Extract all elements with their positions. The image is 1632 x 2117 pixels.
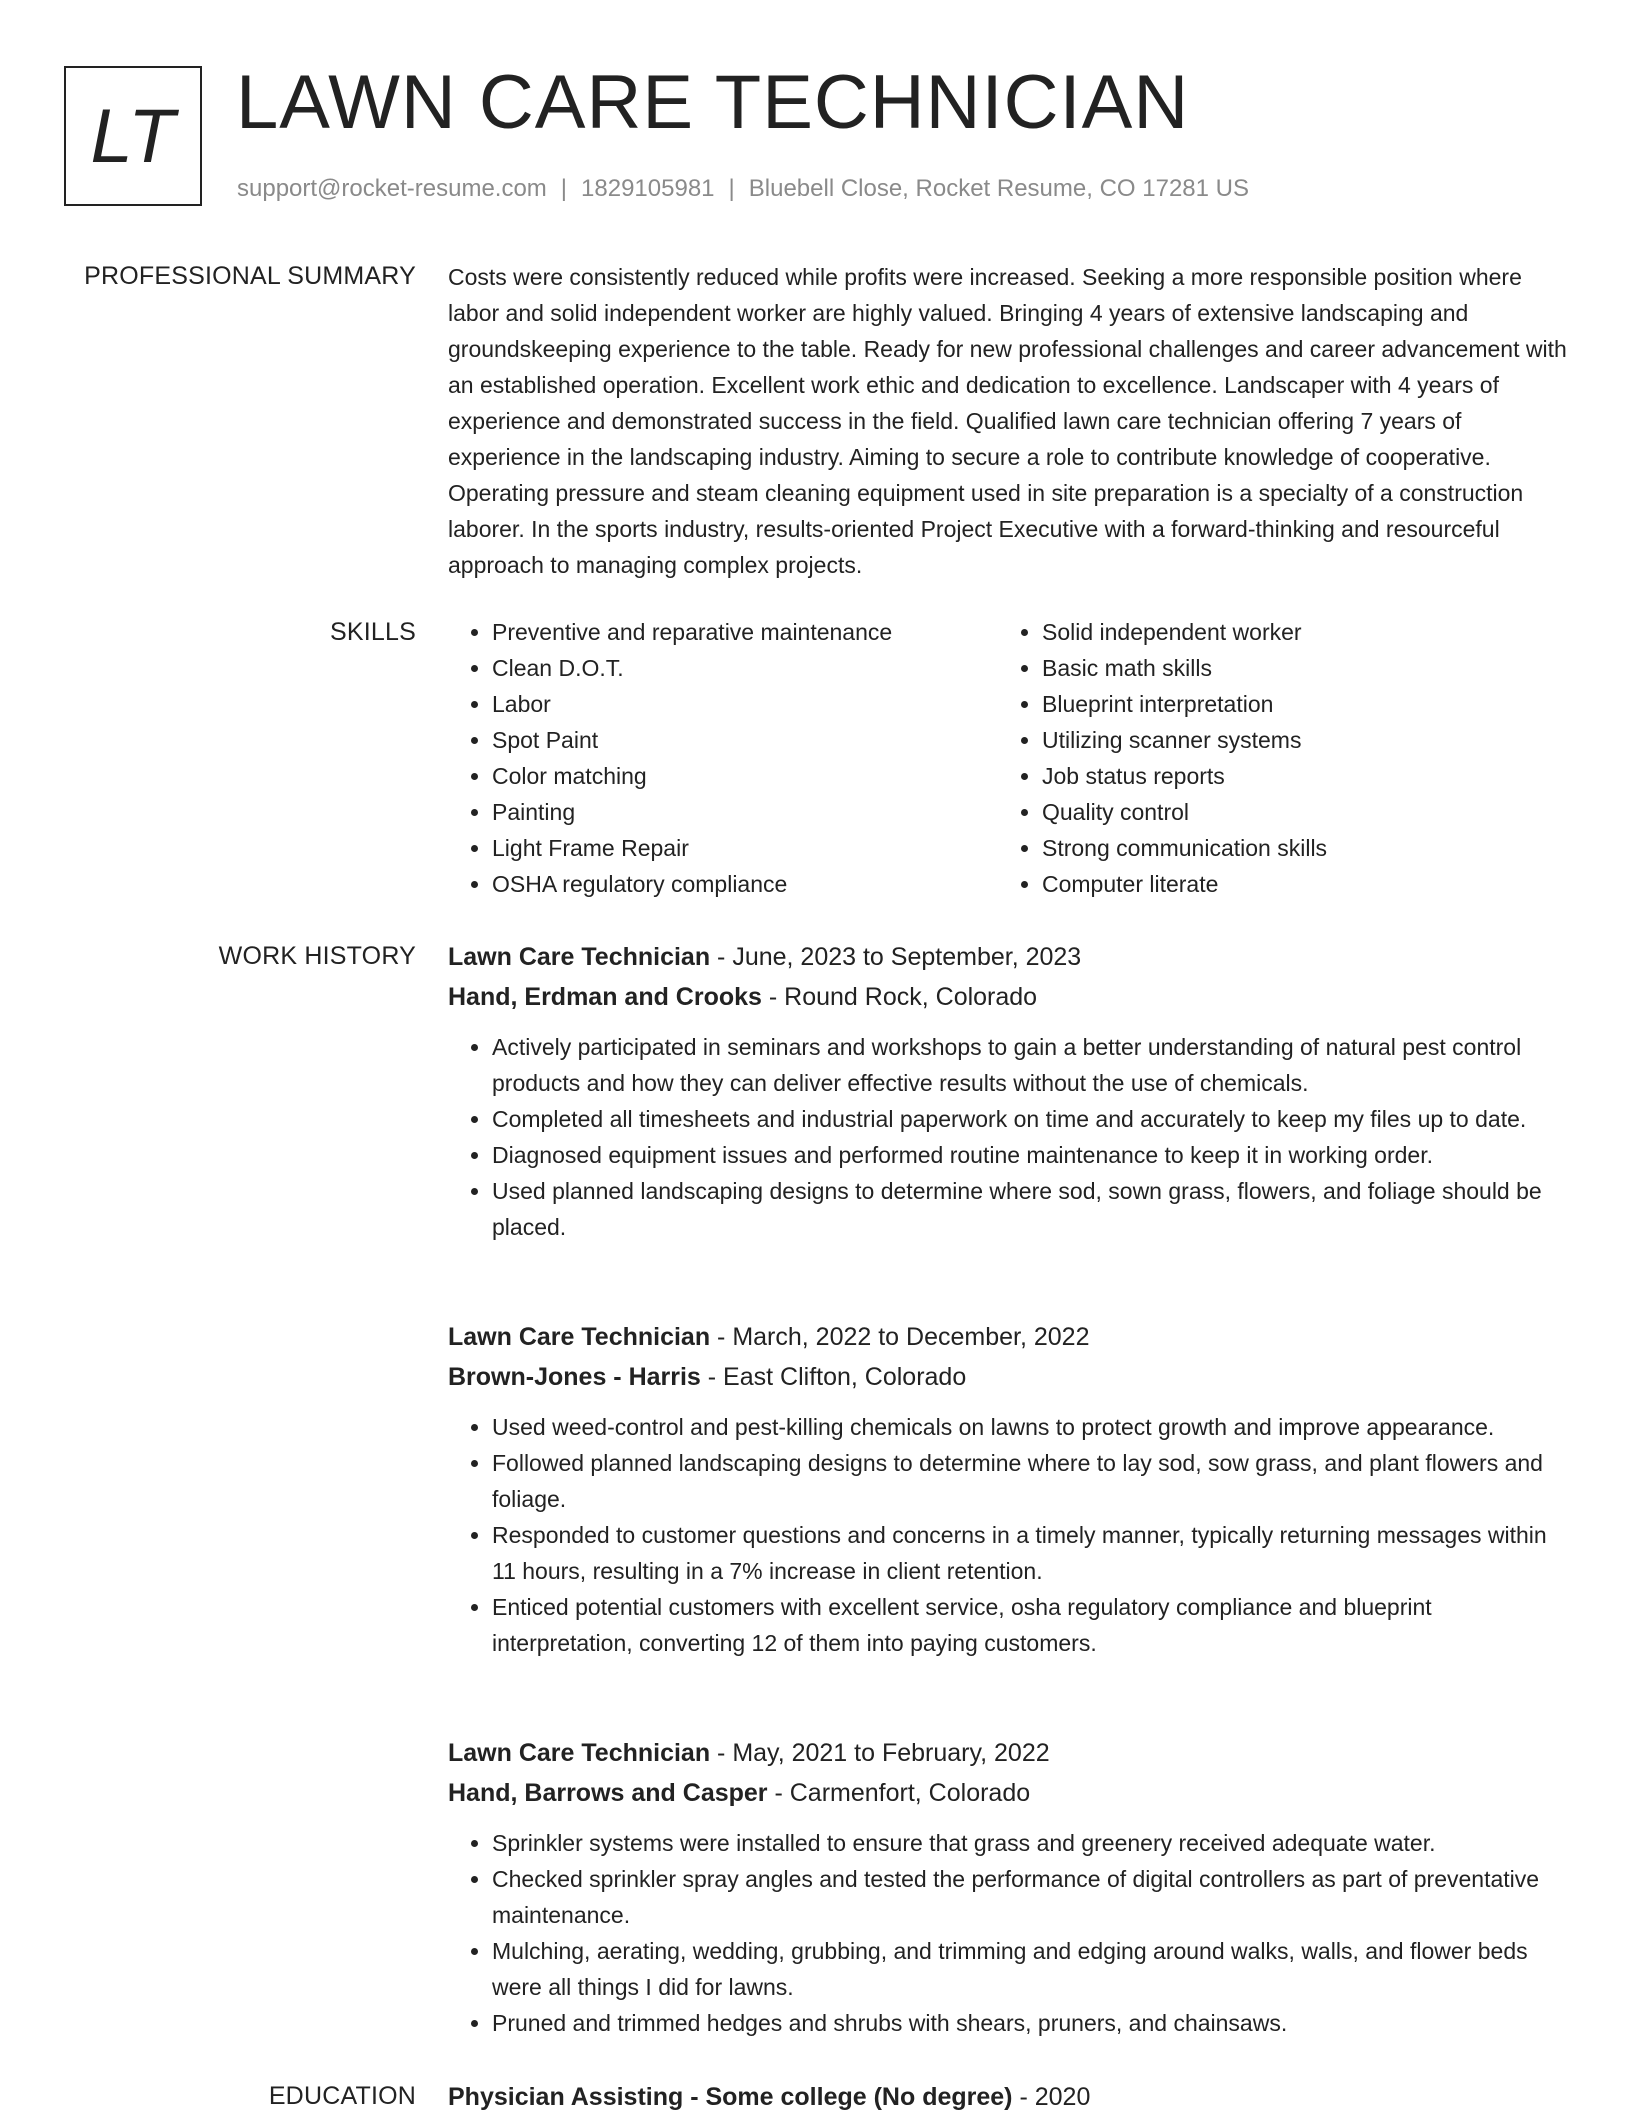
education-year: - 2020 bbox=[1012, 2083, 1091, 2111]
job-dates: - May, 2021 to February, 2022 bbox=[710, 1739, 1050, 1767]
section-label-skills: SKILLS bbox=[330, 618, 416, 646]
job-bullet: • Sprinkler systems were installed to ensure that grass and greenery received adequate water. bbox=[492, 1825, 1568, 1861]
job-company: Brown-Jones - Harris bbox=[448, 1363, 701, 1391]
job-bullet: • Enticed potential customers with excellent service, osha regulatory compliance and blueprint interpretation, converting 12 of them into paying customers. bbox=[492, 1589, 1568, 1661]
job-bullet: • Diagnosed equipment issues and performed routine maintenance to keep it in working order. bbox=[492, 1137, 1568, 1173]
job-company: Hand, Erdman and Crooks bbox=[448, 983, 762, 1011]
education-entry bbox=[448, 2077, 1568, 2117]
job-bullet: • Followed planned landscaping designs to determine where to lay sod, sow grass, and plant flowers and foliage. bbox=[492, 1445, 1568, 1517]
job-entry bbox=[448, 1317, 1568, 1661]
job-bullets bbox=[448, 1825, 1568, 2041]
job-dates: - June, 2023 to September, 2023 bbox=[710, 943, 1082, 971]
skill-item: • Quality control bbox=[1042, 794, 1327, 830]
job-dates: - March, 2022 to December, 2022 bbox=[710, 1323, 1090, 1351]
job-title: Lawn Care Technician bbox=[448, 1323, 711, 1351]
monogram-badge bbox=[64, 66, 202, 206]
job-bullet: • Used weed-control and pest-killing chemicals on lawns to protect growth and improve appearance. bbox=[492, 1409, 1568, 1445]
skill-item: • Strong communication skills bbox=[1042, 830, 1327, 866]
skill-item: • Color matching bbox=[492, 758, 998, 794]
summary-text: Costs were consistently reduced while profits were increased. Seeking a more responsible position where labor and solid independent worker are highly valued. Bringing 4 years of extensive landscaping and groundskeeping experience to the table. Ready for new professional challenges and career advancement with an established operation. Excellent work ethic and dedication to excellence. Landscaper with 4 years of experience and demonstrated success in the field. Qualified lawn care technician offering 7 years of experience in the landscaping industry. Aiming to secure a role to contribute knowledge of cooperative. Operating pressure and steam cleaning equipment used in site preparation is a specialty of a construction laborer. In the sports industry, results-oriented Project Executive with a forward-thinking and resourceful approach to managing complex projects. bbox=[448, 264, 1567, 578]
contact-email[interactable]: support@rocket-resume.com bbox=[237, 175, 547, 202]
job-company: Hand, Barrows and Casper bbox=[448, 1779, 768, 1807]
job-title-line bbox=[448, 1733, 1568, 1773]
section-label-work-history: WORK HISTORY bbox=[218, 942, 416, 970]
job-company-line bbox=[448, 1357, 1568, 1397]
job-bullet: • Responded to customer questions and concerns in a timely manner, typically returning messages within 11 hours, resulting in a 7% increase in client retention. bbox=[492, 1517, 1568, 1589]
skill-item: • Clean D.O.T. bbox=[492, 650, 998, 686]
job-title-line bbox=[448, 1317, 1568, 1357]
job-bullet: • Mulching, aerating, wedding, grubbing, and trimming and edging around walks, walls, and flower beds were all things I did for lawns. bbox=[492, 1933, 1568, 2005]
skill-item: • Painting bbox=[492, 794, 998, 830]
skill-item: • Labor bbox=[492, 686, 998, 722]
skill-item: • Basic math skills bbox=[1042, 650, 1327, 686]
education-degree: Physician Assisting - Some college (No degree) bbox=[448, 2083, 1013, 2111]
job-title-line bbox=[448, 937, 1568, 977]
contact-line bbox=[237, 174, 1249, 204]
skill-item: • Solid independent worker bbox=[1042, 614, 1327, 650]
contact-separator: | bbox=[728, 175, 735, 202]
job-bullet: • Checked sprinkler spray angles and tested the performance of digital controllers as part of preventative maintenance. bbox=[492, 1861, 1568, 1933]
skill-item: • Utilizing scanner systems bbox=[1042, 722, 1327, 758]
skills-column-left bbox=[448, 614, 998, 902]
section-label-education: EDUCATION bbox=[268, 2082, 416, 2110]
job-bullet: • Used planned landscaping designs to determine where sod, sown grass, flowers, and foliage should be placed. bbox=[492, 1173, 1568, 1245]
job-location: - Carmenfort, Colorado bbox=[767, 1779, 1031, 1807]
skill-item: • Job status reports bbox=[1042, 758, 1327, 794]
job-bullets bbox=[448, 1029, 1568, 1245]
job-title: Lawn Care Technician bbox=[448, 1739, 711, 1767]
skill-item: • Light Frame Repair bbox=[492, 830, 998, 866]
skill-item: • OSHA regulatory compliance bbox=[492, 866, 998, 902]
job-location: - Round Rock, Colorado bbox=[761, 983, 1038, 1011]
contact-phone: 1829105981 bbox=[581, 175, 715, 202]
section-label-summary: PROFESSIONAL SUMMARY bbox=[84, 262, 416, 290]
skills-list bbox=[448, 614, 1568, 902]
contact-address: Bluebell Close, Rocket Resume, CO 17281 US bbox=[748, 175, 1249, 202]
job-company-line bbox=[448, 1773, 1568, 1813]
monogram-initials: LT bbox=[90, 93, 176, 179]
job-location: - East Clifton, Colorado bbox=[700, 1363, 967, 1391]
job-bullets bbox=[448, 1409, 1568, 1661]
skill-item: • Preventive and reparative maintenance bbox=[492, 614, 998, 650]
education-line bbox=[448, 2077, 1568, 2117]
contact-separator: | bbox=[560, 175, 568, 202]
job-bullet: • Completed all timesheets and industrial paperwork on time and accurately to keep my files up to date. bbox=[492, 1101, 1568, 1137]
resume-title: LAWN CARE TECHNICIAN bbox=[236, 60, 1190, 145]
job-entry bbox=[448, 1733, 1568, 2041]
job-title: Lawn Care Technician bbox=[448, 943, 711, 971]
job-company-line bbox=[448, 977, 1568, 1017]
job-entry bbox=[448, 937, 1568, 1245]
job-bullet: • Actively participated in seminars and workshops to gain a better understanding of natural pest control products and how they can deliver effective results without the use of chemicals. bbox=[492, 1029, 1568, 1101]
skill-item: • Computer literate bbox=[1042, 866, 1327, 902]
skills-column-right bbox=[998, 614, 1327, 902]
job-bullet: • Pruned and trimmed hedges and shrubs with shears, pruners, and chainsaws. bbox=[492, 2005, 1568, 2041]
skill-item: • Spot Paint bbox=[492, 722, 998, 758]
skill-item: • Blueprint interpretation bbox=[1042, 686, 1327, 722]
